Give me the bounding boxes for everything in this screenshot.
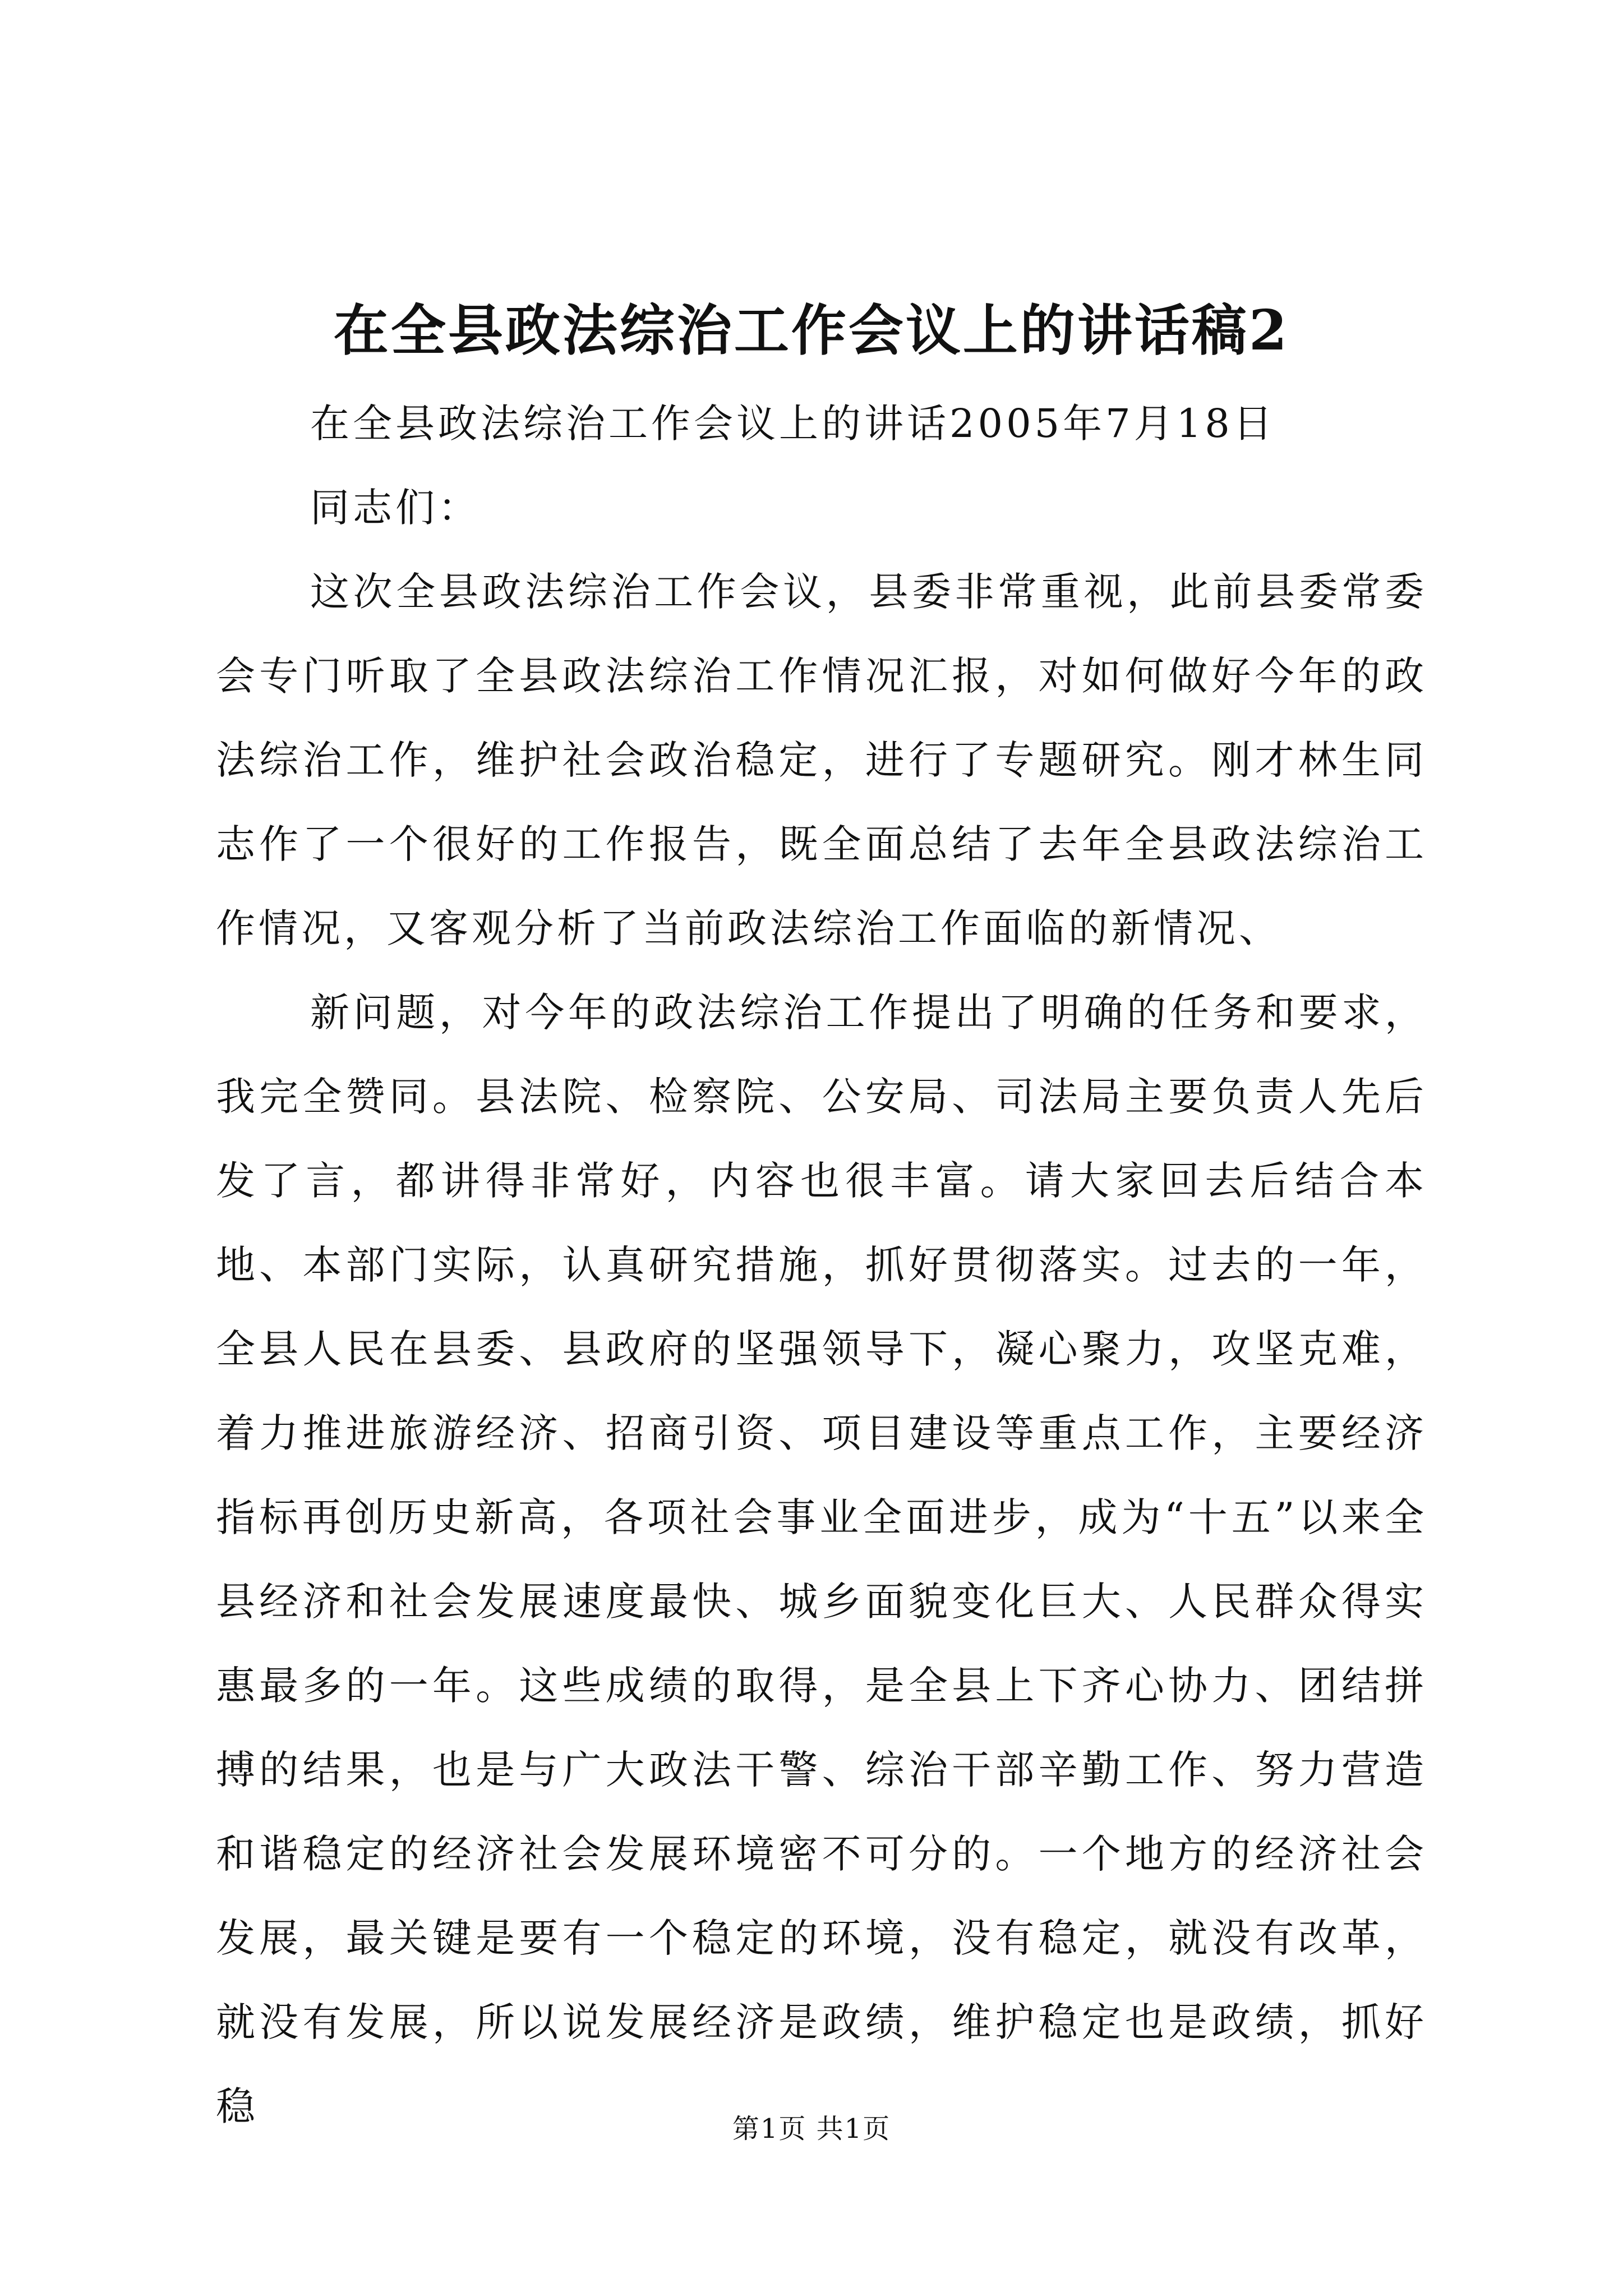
paragraph-subtitle: 在全县政法综治工作会议上的讲话2005年7月18日 xyxy=(310,401,1276,447)
document-body xyxy=(216,381,1427,2148)
paragraph-body-1: 这次全县政法综治工作会议，县委非常重视，此前县委常委会专门听取了全县政法综治工作情况汇报，对如何做好今年的政法综治工作，维护社会政治稳定，进行了专题研究。刚才林生同志作了一个很好的工作报告，既全面总结了去年全县政法综治工作情况，又客观分析了当前政法综治工作面临的新情况、 xyxy=(216,569,1427,951)
paragraph-body-2: 新问题，对今年的政法综治工作提出了明确的任务和要求，我完全赞同。县法院、检察院、公安局、司法局主要负责人先后发了言，都讲得非常好，内容也很丰富。请大家回去后结合本地、本部门实际，认真研究措施，抓好贯彻落实。过去的一年，全县人民在县委、县政府的坚强领导下，凝心聚力，攻坚克难，着力推进旅游经济、招商引资、项目建设等重点工作，主要经济指标再创历史新高，各项社会事业全面进步，成为“十五”以来全县经济和社会发展速度最快、城乡面貌变化巨大、人民群众得实惠最多的一年。这些成绩的取得，是全县上下齐心协力、团结拼搏的结果，也是与广大政法干警、综治干部辛勤工作、努力营造和谐稳定的经济社会发展环境密不可分的。一个地方的经济社会发展，最关键是要有一个稳定的环境，没有稳定，就没有改革，就没有发展，所以说发展经济是政绩，维护稳定也是政绩，抓好稳 xyxy=(216,990,1427,2129)
paragraph-salutation: 同志们： xyxy=(310,485,481,531)
document-title: 在全县政法综治工作会议上的讲话稿2 xyxy=(333,298,1290,363)
page-footer: 第1页 共1页 xyxy=(732,2113,891,2145)
